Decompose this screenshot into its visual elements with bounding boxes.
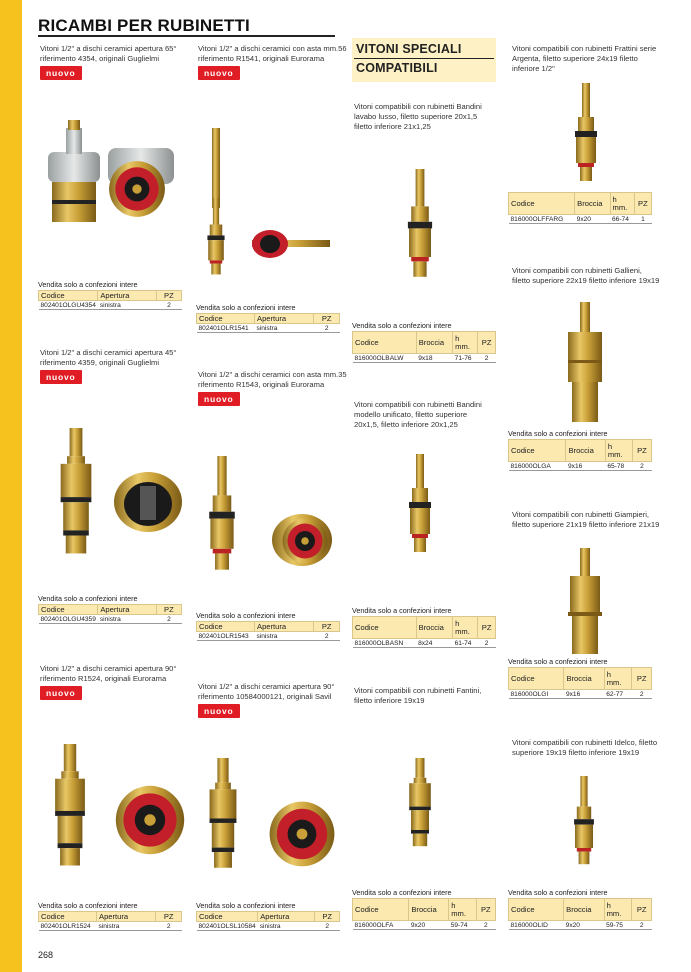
- col-pz: PZ: [634, 193, 651, 215]
- cell-pz: 2: [314, 632, 340, 641]
- col-broccia: Broccia: [409, 899, 449, 921]
- product-photo: [402, 742, 438, 866]
- product-photo: [196, 128, 346, 278]
- cell-pz: 2: [632, 462, 651, 471]
- cell-code: 816000OLGA: [509, 462, 566, 471]
- col-code: Codice: [353, 332, 417, 354]
- col-code: Codice: [39, 291, 98, 301]
- product-photo: [40, 120, 190, 240]
- cell-code: 802401OLSL10584: [198, 922, 256, 930]
- col-h: h mm.: [605, 440, 632, 462]
- cell-h: 61-74: [453, 639, 478, 648]
- col-opening: Apertura: [258, 912, 315, 922]
- product-table: [196, 611, 340, 641]
- col-opening: Apertura: [255, 622, 314, 632]
- title-rule: [38, 35, 335, 37]
- product-photo: [40, 744, 190, 870]
- new-badge: nuovo: [198, 392, 240, 406]
- special-heading-rule: [354, 58, 494, 59]
- product-photo: [560, 302, 610, 424]
- col-code: Codice: [509, 440, 566, 462]
- cell-opening: sinistra: [98, 301, 156, 310]
- table-row: [197, 922, 340, 931]
- col-broccia: Broccia: [416, 332, 452, 354]
- product-photo: [562, 548, 608, 656]
- product-photo: [400, 444, 440, 566]
- col-pz: PZ: [315, 912, 340, 922]
- col-opening: Apertura: [255, 314, 314, 324]
- product-photo: [566, 80, 606, 188]
- product-description: Vitoni 1/2" a dischi ceramici con asta mm.35 riferimento R1543, originali Eurorama nuovo: [198, 370, 347, 404]
- cell-pz: 2: [632, 921, 652, 930]
- col-code: Codice: [509, 899, 564, 921]
- product-table: [38, 594, 182, 624]
- cell-opening: sinistra: [97, 922, 156, 931]
- cell-h: 65-78: [605, 462, 632, 471]
- special-table: [352, 321, 496, 363]
- special-heading-line1: VITONI SPECIALI: [356, 42, 462, 56]
- special-table: [352, 606, 496, 648]
- new-badge: nuovo: [40, 370, 82, 384]
- sale-note: Vendita solo a confezioni intere: [508, 657, 608, 666]
- cell-broccia: 9x20: [409, 921, 449, 930]
- cell-h: 59-74: [449, 921, 476, 930]
- col-code: Codice: [509, 668, 564, 690]
- col-pz: PZ: [632, 899, 652, 921]
- cell-pz: 2: [315, 922, 340, 931]
- col-broccia: Broccia: [416, 617, 453, 639]
- col-h: h mm.: [604, 668, 632, 690]
- product-description: Vitoni 1/2" a dischi ceramici apertura 45° riferimento 4359, originali Guglielmi nuovo: [40, 348, 177, 382]
- special-heading-line2: COMPATIBILI: [356, 61, 438, 75]
- new-badge: nuovo: [198, 66, 240, 80]
- col-code: Codice: [39, 605, 98, 615]
- col-code: Codice: [509, 193, 575, 215]
- cell-pz: 1: [634, 215, 651, 224]
- sale-note: Vendita solo a confezioni intere: [196, 901, 296, 910]
- col-pz: PZ: [478, 332, 496, 354]
- product-table: [196, 303, 340, 333]
- special-table: [508, 657, 652, 699]
- col-code: Codice: [353, 899, 409, 921]
- cell-h: 71-76: [453, 354, 478, 363]
- col-pz: PZ: [632, 668, 652, 690]
- cell-opening: sinistra: [98, 615, 156, 624]
- col-h: h mm.: [453, 332, 478, 354]
- table-row: [39, 615, 182, 624]
- cell-code: 816000OLGI: [509, 690, 564, 699]
- col-opening: Apertura: [98, 605, 156, 615]
- col-pz: PZ: [156, 912, 182, 922]
- special-table: [508, 429, 652, 471]
- cell-broccia: 9x16: [564, 690, 604, 699]
- sale-note: Vendita solo a confezioni intere: [508, 429, 608, 438]
- col-pz: PZ: [632, 440, 651, 462]
- col-h: h mm.: [449, 899, 476, 921]
- cell-code: 802401OLR1543: [197, 632, 255, 641]
- special-description: Vitoni compatibili con rubinetti Giampieri, filetto superiore 21x19 filetto inferiore 21x19: [512, 510, 660, 529]
- page-number: 268: [38, 950, 54, 960]
- col-h: h mm.: [610, 193, 634, 215]
- sale-note: Vendita solo a confezioni intere: [196, 303, 296, 312]
- special-table: [508, 888, 652, 930]
- sale-note: Vendita solo a confezioni intere: [508, 888, 608, 897]
- sale-note: Vendita solo a confezioni intere: [38, 594, 138, 603]
- cell-opening: sinistra: [255, 324, 314, 333]
- cell-broccia: 9x16: [566, 462, 605, 471]
- col-h: h mm.: [604, 899, 632, 921]
- col-broccia: Broccia: [566, 440, 605, 462]
- product-table: [38, 280, 182, 310]
- product-description: Vitoni 1/2" a dischi ceramici apertura 90° riferimento R1524, originali Eurorama nuovo: [40, 664, 177, 698]
- special-description: Vitoni compatibili con rubinetti Frattini serie Argenta, filetto superiore 24x19 filetto inferiore 1/2": [512, 44, 657, 73]
- cell-pz: 2: [156, 922, 182, 931]
- cell-h: 66-74: [610, 215, 634, 224]
- cell-pz: 2: [156, 615, 181, 624]
- col-pz: PZ: [156, 605, 181, 615]
- sale-note: Vendita solo a confezioni intere: [352, 321, 452, 330]
- cell-broccia: 9x18: [416, 354, 452, 363]
- cell-h: 62-77: [604, 690, 632, 699]
- col-pz: PZ: [314, 314, 340, 324]
- product-photo: [196, 758, 346, 874]
- cell-pz: 2: [156, 301, 181, 310]
- cell-code: 802401OLGU4359: [40, 615, 96, 623]
- col-broccia: Broccia: [564, 899, 604, 921]
- special-description: Vitoni compatibili con rubinetti Idelco, filetto superiore 19x19 filetto inferiore 19x19: [512, 738, 658, 757]
- table-row: [509, 215, 652, 224]
- cell-code: 802401OLR1524: [39, 922, 97, 931]
- product-description: Vitoni 1/2" a dischi ceramici apertura 90° riferimento 10584000121, originali Savil nuovo: [198, 682, 335, 716]
- new-badge: nuovo: [40, 686, 82, 700]
- cell-code: 816000OLFFARG: [509, 215, 575, 224]
- col-code: Codice: [197, 314, 255, 324]
- cell-code: 802401OLR1541: [197, 324, 255, 333]
- col-opening: Apertura: [97, 912, 156, 922]
- cell-pz: 2: [478, 354, 496, 363]
- col-broccia: Broccia: [564, 668, 604, 690]
- col-pz: PZ: [476, 899, 495, 921]
- cell-opening: sinistra: [258, 922, 315, 931]
- col-opening: Apertura: [98, 291, 156, 301]
- new-badge: nuovo: [40, 66, 82, 80]
- col-pz: PZ: [156, 291, 181, 301]
- product-photo: [566, 770, 602, 874]
- table-row: [353, 354, 496, 363]
- cell-code: 816000OLBASN: [353, 639, 417, 648]
- table-row: [197, 632, 340, 641]
- cell-broccia: 9x20: [564, 921, 604, 930]
- cell-code: 816000OLID: [509, 921, 564, 930]
- col-broccia: Broccia: [575, 193, 610, 215]
- product-table: [196, 901, 340, 931]
- cell-pz: 2: [314, 324, 340, 333]
- sale-note: Vendita solo a confezioni intere: [196, 611, 296, 620]
- product-description: Vitoni 1/2" a dischi ceramici con asta mm.56 riferimento R1541, originali Eurorama nuovo: [198, 44, 347, 78]
- special-table: [352, 888, 496, 930]
- table-row: [509, 921, 652, 930]
- cell-code: 802401OLGU4354: [40, 301, 96, 309]
- sale-note: Vendita solo a confezioni intere: [38, 901, 138, 910]
- cell-opening: sinistra: [255, 632, 314, 641]
- cell-pz: 2: [476, 921, 495, 930]
- sale-note: Vendita solo a confezioni intere: [352, 606, 452, 615]
- side-band: [0, 0, 22, 972]
- special-description: Vitoni compatibili con rubinetti Gallieni, filetto superiore 22x19 filetto inferiore 19x19: [512, 266, 660, 285]
- special-description: Vitoni compatibili con rubinetti Bandini modello unificato, filetto superiore 20x1,5, filetto inferiore 20x1,25: [354, 400, 482, 429]
- product-photo: [398, 160, 442, 290]
- product-description: Vitoni 1/2" a dischi ceramici apertura 65° riferimento 4354, originali Guglielmi nuovo: [40, 44, 177, 78]
- col-pz: PZ: [478, 617, 496, 639]
- col-pz: PZ: [314, 622, 340, 632]
- cell-pz: 2: [632, 690, 652, 699]
- special-table: [508, 192, 652, 224]
- table-row: [353, 921, 496, 930]
- cell-code: 816000OLBALW: [353, 354, 417, 363]
- col-code: Codice: [197, 912, 258, 922]
- special-heading: [352, 38, 496, 82]
- page-title: RICAMBI PER RUBINETTI: [38, 16, 250, 35]
- col-code: Codice: [39, 912, 97, 922]
- cell-code: 816000OLFA: [353, 921, 409, 930]
- product-photo: [196, 456, 346, 576]
- cell-broccia: 9x20: [575, 215, 610, 224]
- product-photo: [40, 428, 190, 558]
- product-table: [38, 901, 182, 931]
- col-code: Codice: [353, 617, 417, 639]
- cell-broccia: 8x24: [416, 639, 453, 648]
- cell-pz: 2: [478, 639, 496, 648]
- table-row: [39, 922, 182, 931]
- table-row: [197, 324, 340, 333]
- table-row: [509, 462, 652, 471]
- col-code: Codice: [197, 622, 255, 632]
- table-row: [39, 301, 182, 310]
- cell-h: 59-75: [604, 921, 632, 930]
- sale-note: Vendita solo a confezioni intere: [38, 280, 138, 289]
- sale-note: Vendita solo a confezioni intere: [352, 888, 452, 897]
- col-h: h mm.: [453, 617, 478, 639]
- new-badge: nuovo: [198, 704, 240, 718]
- special-description: Vitoni compatibili con rubinetti Bandini lavabo lusso, filetto superiore 20x1,5 filetto inferiore 21x1,25: [354, 102, 482, 131]
- special-description: Vitoni compatibili con rubinetti Fantini, filetto inferiore 19x19: [354, 686, 482, 705]
- table-row: [509, 690, 652, 699]
- table-row: [353, 639, 496, 648]
